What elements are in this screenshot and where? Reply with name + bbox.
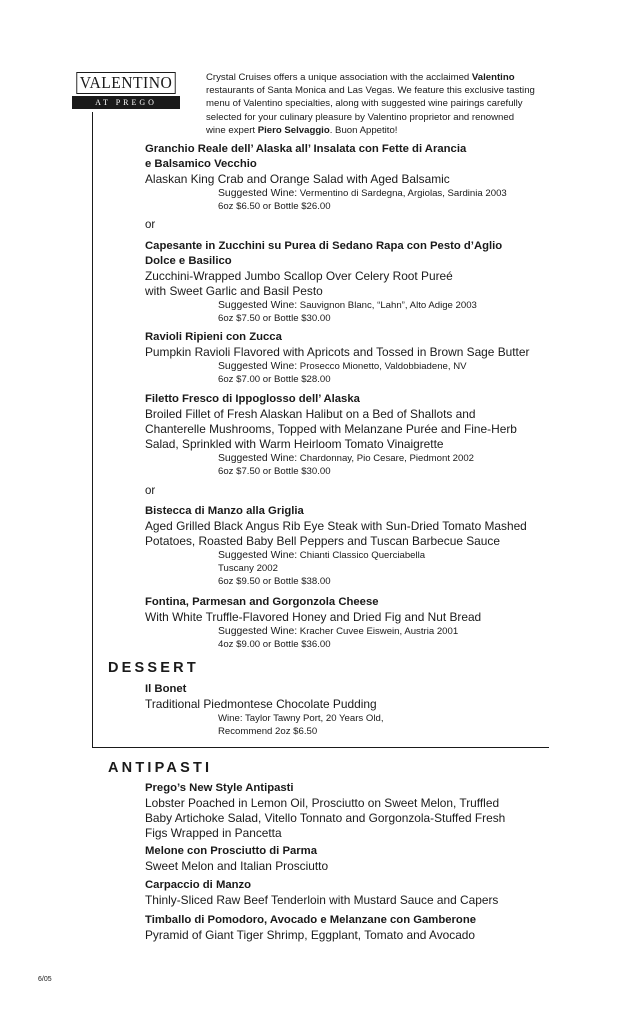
italian-name: e Balsamico Vecchio [145,158,257,170]
english-description: Lobster Poached in Lemon Oil, Prosciutto on Sweet Melon, Truffled [145,796,500,810]
logo-subtitle: AT PREGO [72,96,180,109]
english-description: Sweet Melon and Italian Prosciutto [145,859,329,873]
horizontal-rule [92,747,549,748]
english-description: Pumpkin Ravioli Flavored with Apricots and Tossed in Brown Sage Butter [145,345,530,359]
menu-item-king-crab [145,142,555,213]
english-description: Chanterelle Mushrooms, Topped with Melanzane Purée and Fine-Herb [145,422,517,436]
wine-pairing: Suggested Wine: Chianti Classico Querciabella [218,550,426,561]
english-description: Alaskan King Crab and Orange Salad with Aged Balsamic [145,172,450,186]
antipasti-heading: ANTIPASTI [108,760,213,776]
italian-name: Capesante in Zucchini su Purea di Sedano Rapa con Pesto d’Aglio [145,240,503,252]
english-description: Traditional Piedmontese Chocolate Pudding [145,697,377,711]
wine-price: 6oz $7.00 or Bottle $28.00 [218,374,331,385]
italian-name: Timballo di Pomodoro, Avocado e Melanzane con Gamberone [145,914,477,926]
menu-item-ravioli [145,330,555,386]
english-description: Figs Wrapped in Pancetta [145,826,282,840]
english-description: Thinly-Sliced Raw Beef Tenderloin with Mustard Sauce and Capers [145,893,499,907]
menu-item-bonet [145,682,555,738]
english-description: Broiled Fillet of Fresh Alaskan Halibut on a Bed of Shallots and [145,407,476,421]
italian-name: Bistecca di Manzo alla Griglia [145,505,304,517]
wine-price: 4oz $9.00 or Bottle $36.00 [218,639,331,650]
wine-pairing: Suggested Wine: Prosecco Mionetto, Valdobbiadene, NV [218,361,467,372]
dessert-heading: DESSERT [108,660,199,676]
wine-region: Tuscany 2002 [218,563,278,574]
menu-item-scallop [145,239,555,325]
wine-price: 6oz $7.50 or Bottle $30.00 [218,313,331,324]
wine-price: 6oz $9.50 or Bottle $38.00 [218,576,331,587]
english-description: with Sweet Garlic and Basil Pesto [145,284,323,298]
or-separator: or [145,219,156,231]
english-description: Baby Artichoke Salad, Vitello Tonnato and Gorgonzola-Stuffed Fresh [145,811,506,825]
menu-item-melone [145,844,555,874]
wine-pairing: Wine: Taylor Tawny Port, 20 Years Old, [218,713,384,724]
italian-name: Carpaccio di Manzo [145,879,252,891]
footer-date-code: 6/05 [38,976,52,983]
wine-pairing: Suggested Wine: Vermentino di Sardegna, Argiolas, Sardinia 2003 [218,188,507,199]
wine-price: Recommend 2oz $6.50 [218,726,318,737]
vertical-rule [92,112,93,747]
wine-pairing: Suggested Wine: Sauvignon Blanc, “Lahn”, Alto Adige 2003 [218,300,477,311]
wine-price: 6oz $7.50 or Bottle $30.00 [218,466,331,477]
english-description: Salad, Sprinkled with Warm Heirloom Tomato Vinaigrette [145,437,444,451]
wine-pairing: Suggested Wine: Chardonnay, Pio Cesare, Piedmont 2002 [218,453,475,464]
italian-name: Prego’s New Style Antipasti [145,782,294,794]
menu-item-carpaccio [145,878,555,908]
intro-paragraph: Crystal Cruises offers a unique association with the acclaimed Valentino restaurants of Santa Monica and Las Vegas. We feature this exclusive tasting menu of Valentino specialties, along with suggested wine pairings carefully selected for your culinary pleasure by Valentino proprietor and renowned wine expert Piero Selvaggio. Buon Appetito! [206,72,535,136]
menu-item-halibut [145,392,555,478]
menu-item-antipasti [145,781,555,841]
menu-item-cheese [145,595,555,651]
italian-name: Fontina, Parmesan and Gorgonzola Cheese [145,596,379,608]
italian-name: Ravioli Ripieni con Zucca [145,331,282,343]
wine-pairing: Suggested Wine: Kracher Cuvee Eiswein, Austria 2001 [218,626,459,637]
menu-item-timballo [145,913,555,943]
valentino-logo [72,72,180,112]
italian-name: Dolce e Basilico [145,255,232,267]
logo-name: VALENTINO [76,72,175,94]
italian-name: Granchio Reale dell’ Alaska all’ Insalata con Fette di Arancia [145,143,467,155]
or-separator: or [145,485,156,497]
english-description: Pyramid of Giant Tiger Shrimp, Eggplant, Tomato and Avocado [145,928,476,942]
english-description: Zucchini-Wrapped Jumbo Scallop Over Celery Root Pureé [145,269,453,283]
english-description: With White Truffle-Flavored Honey and Dried Fig and Nut Bread [145,610,482,624]
menu-item-steak [145,504,555,588]
italian-name: Il Bonet [145,683,187,695]
english-description: Aged Grilled Black Angus Rib Eye Steak with Sun-Dried Tomato Mashed [145,519,527,533]
english-description: Potatoes, Roasted Baby Bell Peppers and Tuscan Barbecue Sauce [145,534,500,548]
wine-price: 6oz $6.50 or Bottle $26.00 [218,201,331,212]
italian-name: Melone con Prosciutto di Parma [145,845,317,857]
italian-name: Filetto Fresco di Ippoglosso dell’ Alaska [145,393,360,405]
